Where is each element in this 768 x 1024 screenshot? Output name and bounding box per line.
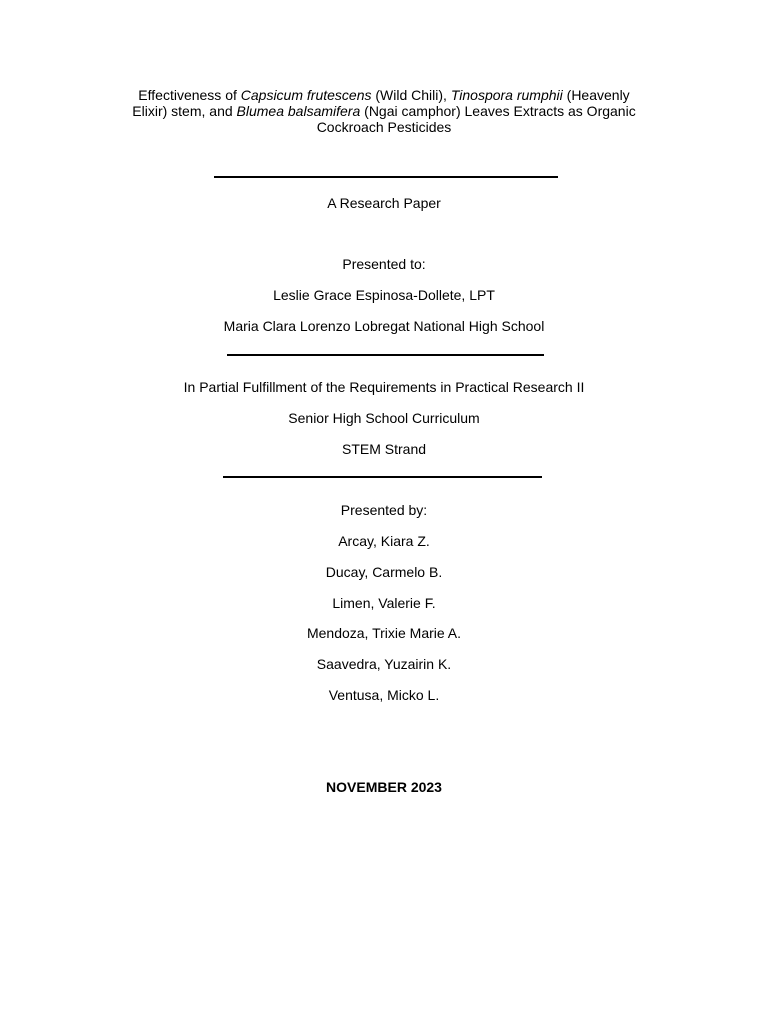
submission-date: NOVEMBER 2023	[326, 779, 442, 795]
author-name: Limen, Valerie F.	[332, 595, 436, 611]
curriculum-line: Senior High School Curriculum	[288, 410, 480, 426]
fulfillment-line: In Partial Fulfillment of the Requirements in Practical Research II	[183, 379, 585, 395]
paper-title	[100, 87, 668, 135]
author-name: Ducay, Carmelo B.	[325, 564, 443, 580]
divider-line	[223, 476, 542, 478]
paper-type: A Research Paper	[327, 195, 441, 211]
author-name: Saavedra, Yuzairin K.	[316, 656, 452, 672]
species-name: Tinospora rumphii	[450, 87, 563, 103]
school-name: Maria Clara Lorenzo Lobregat National High School	[223, 318, 545, 334]
title-line-3: Cockroach Pesticides	[316, 119, 452, 135]
presented-to-label: Presented to:	[342, 256, 426, 272]
presented-by-label: Presented by:	[340, 502, 428, 518]
species-name: Capsicum frutescens	[240, 87, 372, 103]
author-name: Mendoza, Trixie Marie A.	[306, 625, 462, 641]
title-line-2: Elixir) stem, and Blumea balsamifera (Ngai camphor) Leaves Extracts as Organic	[132, 103, 636, 119]
species-name: Blumea balsamifera	[236, 103, 361, 119]
title-line-1: Effectiveness of Capsicum frutescens (Wild Chili), Tinospora rumphii (Heavenly	[138, 87, 630, 103]
author-name: Ventusa, Micko L.	[328, 687, 440, 703]
divider-line	[227, 354, 544, 356]
teacher-name: Leslie Grace Espinosa-Dollete, LPT	[273, 287, 495, 303]
divider-line	[214, 176, 558, 178]
author-name: Arcay, Kiara Z.	[338, 533, 430, 549]
strand-line: STEM Strand	[341, 441, 427, 457]
